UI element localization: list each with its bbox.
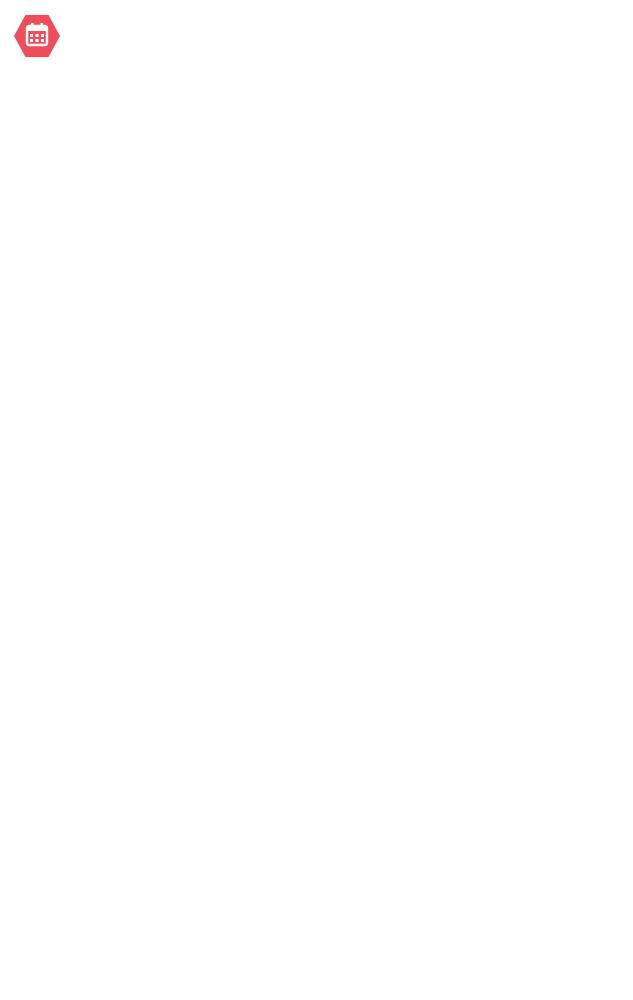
- calendar-icon: [14, 13, 60, 59]
- watermark: [0, 800, 20, 1000]
- header: [0, 0, 633, 88]
